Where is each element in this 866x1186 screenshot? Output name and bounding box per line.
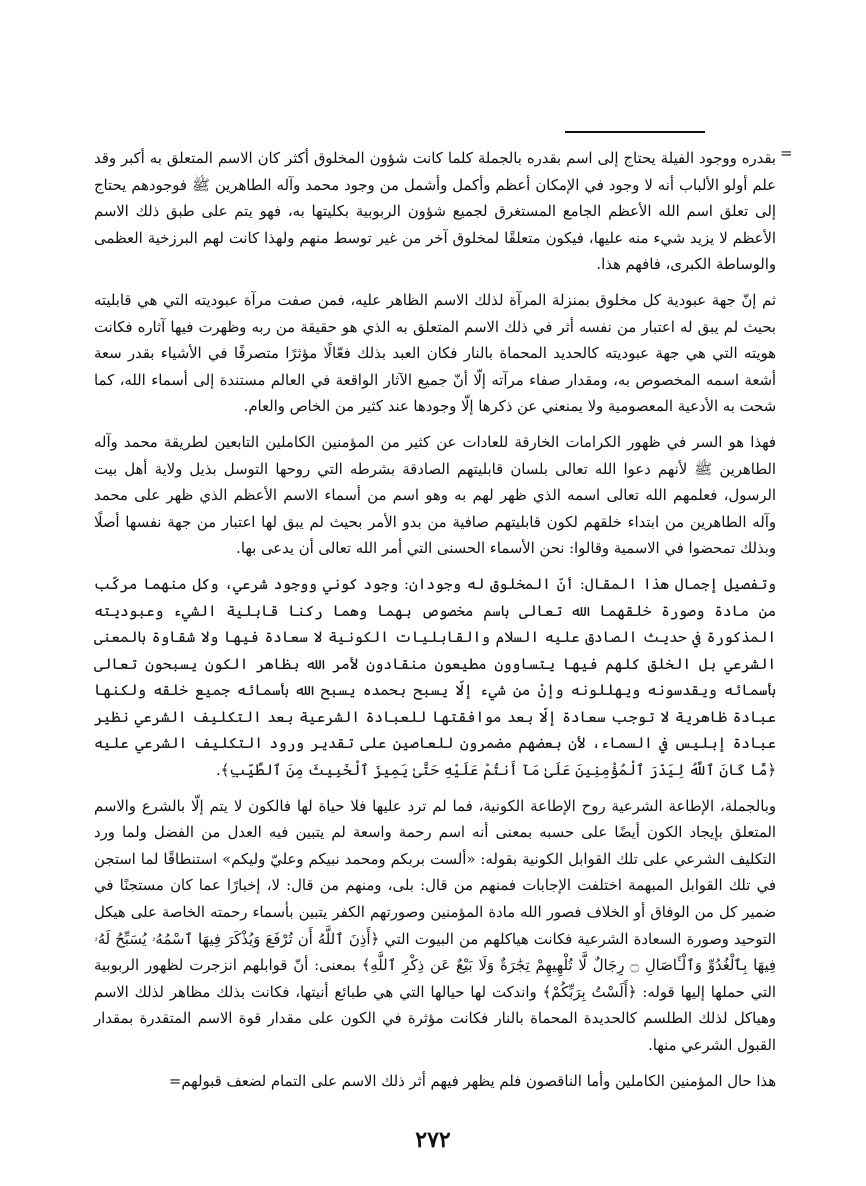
footnote-separator-rule — [565, 131, 705, 133]
paragraph-5: وبالجملة، الإطاعة الشرعية روح الإطاعة الكونية، فما لم ترد عليها فلا حياة لها فالكون لا يتم إلّا بالشرع والاسم المتعلق بإيجاد الكون أيضًا على حسبه بمعنى أنه اسم رحمة واسعة لم يتبين فيه العدل من الفضل ولما ورد التكليف الشرعي على تلك القوابل الكونية بقوله: «ألست بربكم ومحمد نبيكم وعليّ وليكم» استنطاقًا لما استجن في تلك القوابل المبهمة اختلفت الإجابات فمنهم من قال: بلى، ومنهم من قال: لا، إخبارًا عما كان مستجنًا في ضمير كل من الوفاق أو الخلاف فصور الله مادة المؤمنين وصورتهم الكفر يتبين بأسماء رحمته الخاصة على هيكل التوحيد وصورة السعادة الشرعية فكانت هياكلهم من البيوت التي ﴿أَذِنَ ٱللَّهُ أَن تُرْفَعَ وَيُذْكَرَ فِيهَا ٱسْمُهُۥ يُسَبِّحُ لَهُۥ فِيهَا بِٱلْغُدُوِّ وَٱلْـَٔاصَالِ ۝ رِجَالٌ لَّا تُلْهِيهِمْ تِجَٰرَةٌ وَلَا بَيْعٌ عَن ذِكْرِ ٱللَّهِ﴾ بمعنى: أنّ قوابلهم انزجرت لظهور الربوبية التي حملها إليها قوله: ﴿أَلَسْتُ بِرَبِّكُمْ﴾ واندكت لها حيالها التي هي طبائع أنيتها، فكانت بذلك مظاهر لذلك الاسم وهياكل لذلك الطلسم كالحديدة المحماة بالنار فكانت مؤثرة في الكون على مقدار قوة الاسم المتقدرة بمقدار القبول الشرعي منها. — [94, 797, 776, 1054]
paragraph-1: بقدره ووجود الفيلة يحتاج إلى اسم بقدره بالجملة كلما كانت شؤون المخلوق أكثر كان الاسم المتعلق به أكبر وقد علم أولو الألباب أنه لا وجود في الإمكان أعظم وأكمل وأشمل من وجود محمد وآله الطاهرين ﷺ فوجودهم يحتاج إلى تعلق اسم الله الأعظم الجامع المستغرق لجميع شؤون الربوبية بكليتها به، فهو يتم على طبق ذلك الاسم الأعظم لا يزيد شيء منه عليها، فيكون متعلقًا لمخلوق آخر من غير توسط منهم ولهذا كانت لهم البرزخية العظمى والوساطة الكبرى، فافهم هذا. — [94, 150, 776, 274]
continuation-mark: = — [780, 144, 793, 162]
paragraph-3: فهذا هو السر في ظهور الكرامات الخارقة للعادات عن كثير من المؤمنين الكاملين التابعين لطريقة محمد وآله الطاهرين ﷺ لأنهم دعوا الله تعالى بلسان قابليتهم الصادقة بشرطه التي روحها التوسل بذيل ولاية أهل بيت الرسول، فعلمهم الله تعالى اسمه الذي ظهر لهم به وهو اسم من أسماء الاسم الأعظم الذي ظهر على محمد وآله الطاهرين من ابتداء خلقهم لكون قابليتهم صافية من بدو الأمر بحيث لم يبق لها اعتبار من جهة نفسها أصلًا وبذلك تمحضوا في الاسمية وقالوا: نحن الأسماء الحسنى التي أمر الله تعالى أن يدعى بها. — [94, 433, 776, 558]
page-number: ٢٧٢ — [415, 1127, 451, 1153]
paragraph-4: وتفصيل إجمال هذا المقال: أنّ المخلوق له وجودان: وجود كوني ووجود شرعي، وكل منهما مركّب من مادة وصورة خلقهما الله تعالى باسم مخصوص بهما وهما ركنا قابلية الشيء وعبوديته المذكورة في حديث الصادق عليه السلام والقابليات الكونية لا سعادة فيها ولا شقاوة بالمعنى الشرعي بل الخلق كلهم فيها يتساوون مطيعون منقادون لأمر الله بظاهر الكون يسبحون تعالى بأسمائه ويقدسونه ويهللونه وإنْ من شيء إلّا يسبح بحمده يسبح الله بأسمائه جميع خلقه ولكنها عبادة ظاهرية لا توجب سعادة إلّا بعد موافقتها للعبادة الشرعية بعد التكليف الشرعي نظير عبادة إبليس في السماء، لأن بعضهم مضمرون للعاصين على تقدير ورود التكليف الشرعي عليه ﴿مَّا كَانَ ٱللَّهُ لِيَذَرَ ٱلْمُؤْمِنِينَ عَلَىٰ مَآ أَنتُمْ عَلَيْهِ حَتَّىٰ يَمِيزَ ٱلْخَبِيثَ مِنَ ٱلطَّيِّبِ﴾. — [94, 575, 776, 780]
paragraph-2: ثم إنّ جهة عبودية كل مخلوق بمنزلة المرآة لذلك الاسم الظاهر عليه، فمن صفت مرآة عبوديته التي هي قابليته بحيث لم يبق له اعتبار من نفسه أثر في ذلك الاسم المتعلق به الذي هو حقيقة من ربه وظهرت فيها آثاره فكانت هويته التي هي جهة عبوديته كالحديد المحماة بالنار فكان العبد بذلك فعّالًا مؤثرًا متصرفًا في الأشياء بقدر سعة أشعة اسمه المخصوص به، ومقدار صفاء مرآته إلّا أنّ جميع الآثار الواقعة في العالم مستندة إلى أسماء الله، كما شحت به الأدعية المعصومية ولا يمنعني عن ذكرها إلّا وجودها عند كثير من الخاص والعام. — [94, 291, 776, 416]
paragraph-6: هذا حال المؤمنين الكاملين وأما الناقصون فلم يظهر فيهم أثر ذلك الاسم على التمام لضعف قبولهم= — [168, 1072, 776, 1090]
main-text — [94, 146, 776, 1104]
